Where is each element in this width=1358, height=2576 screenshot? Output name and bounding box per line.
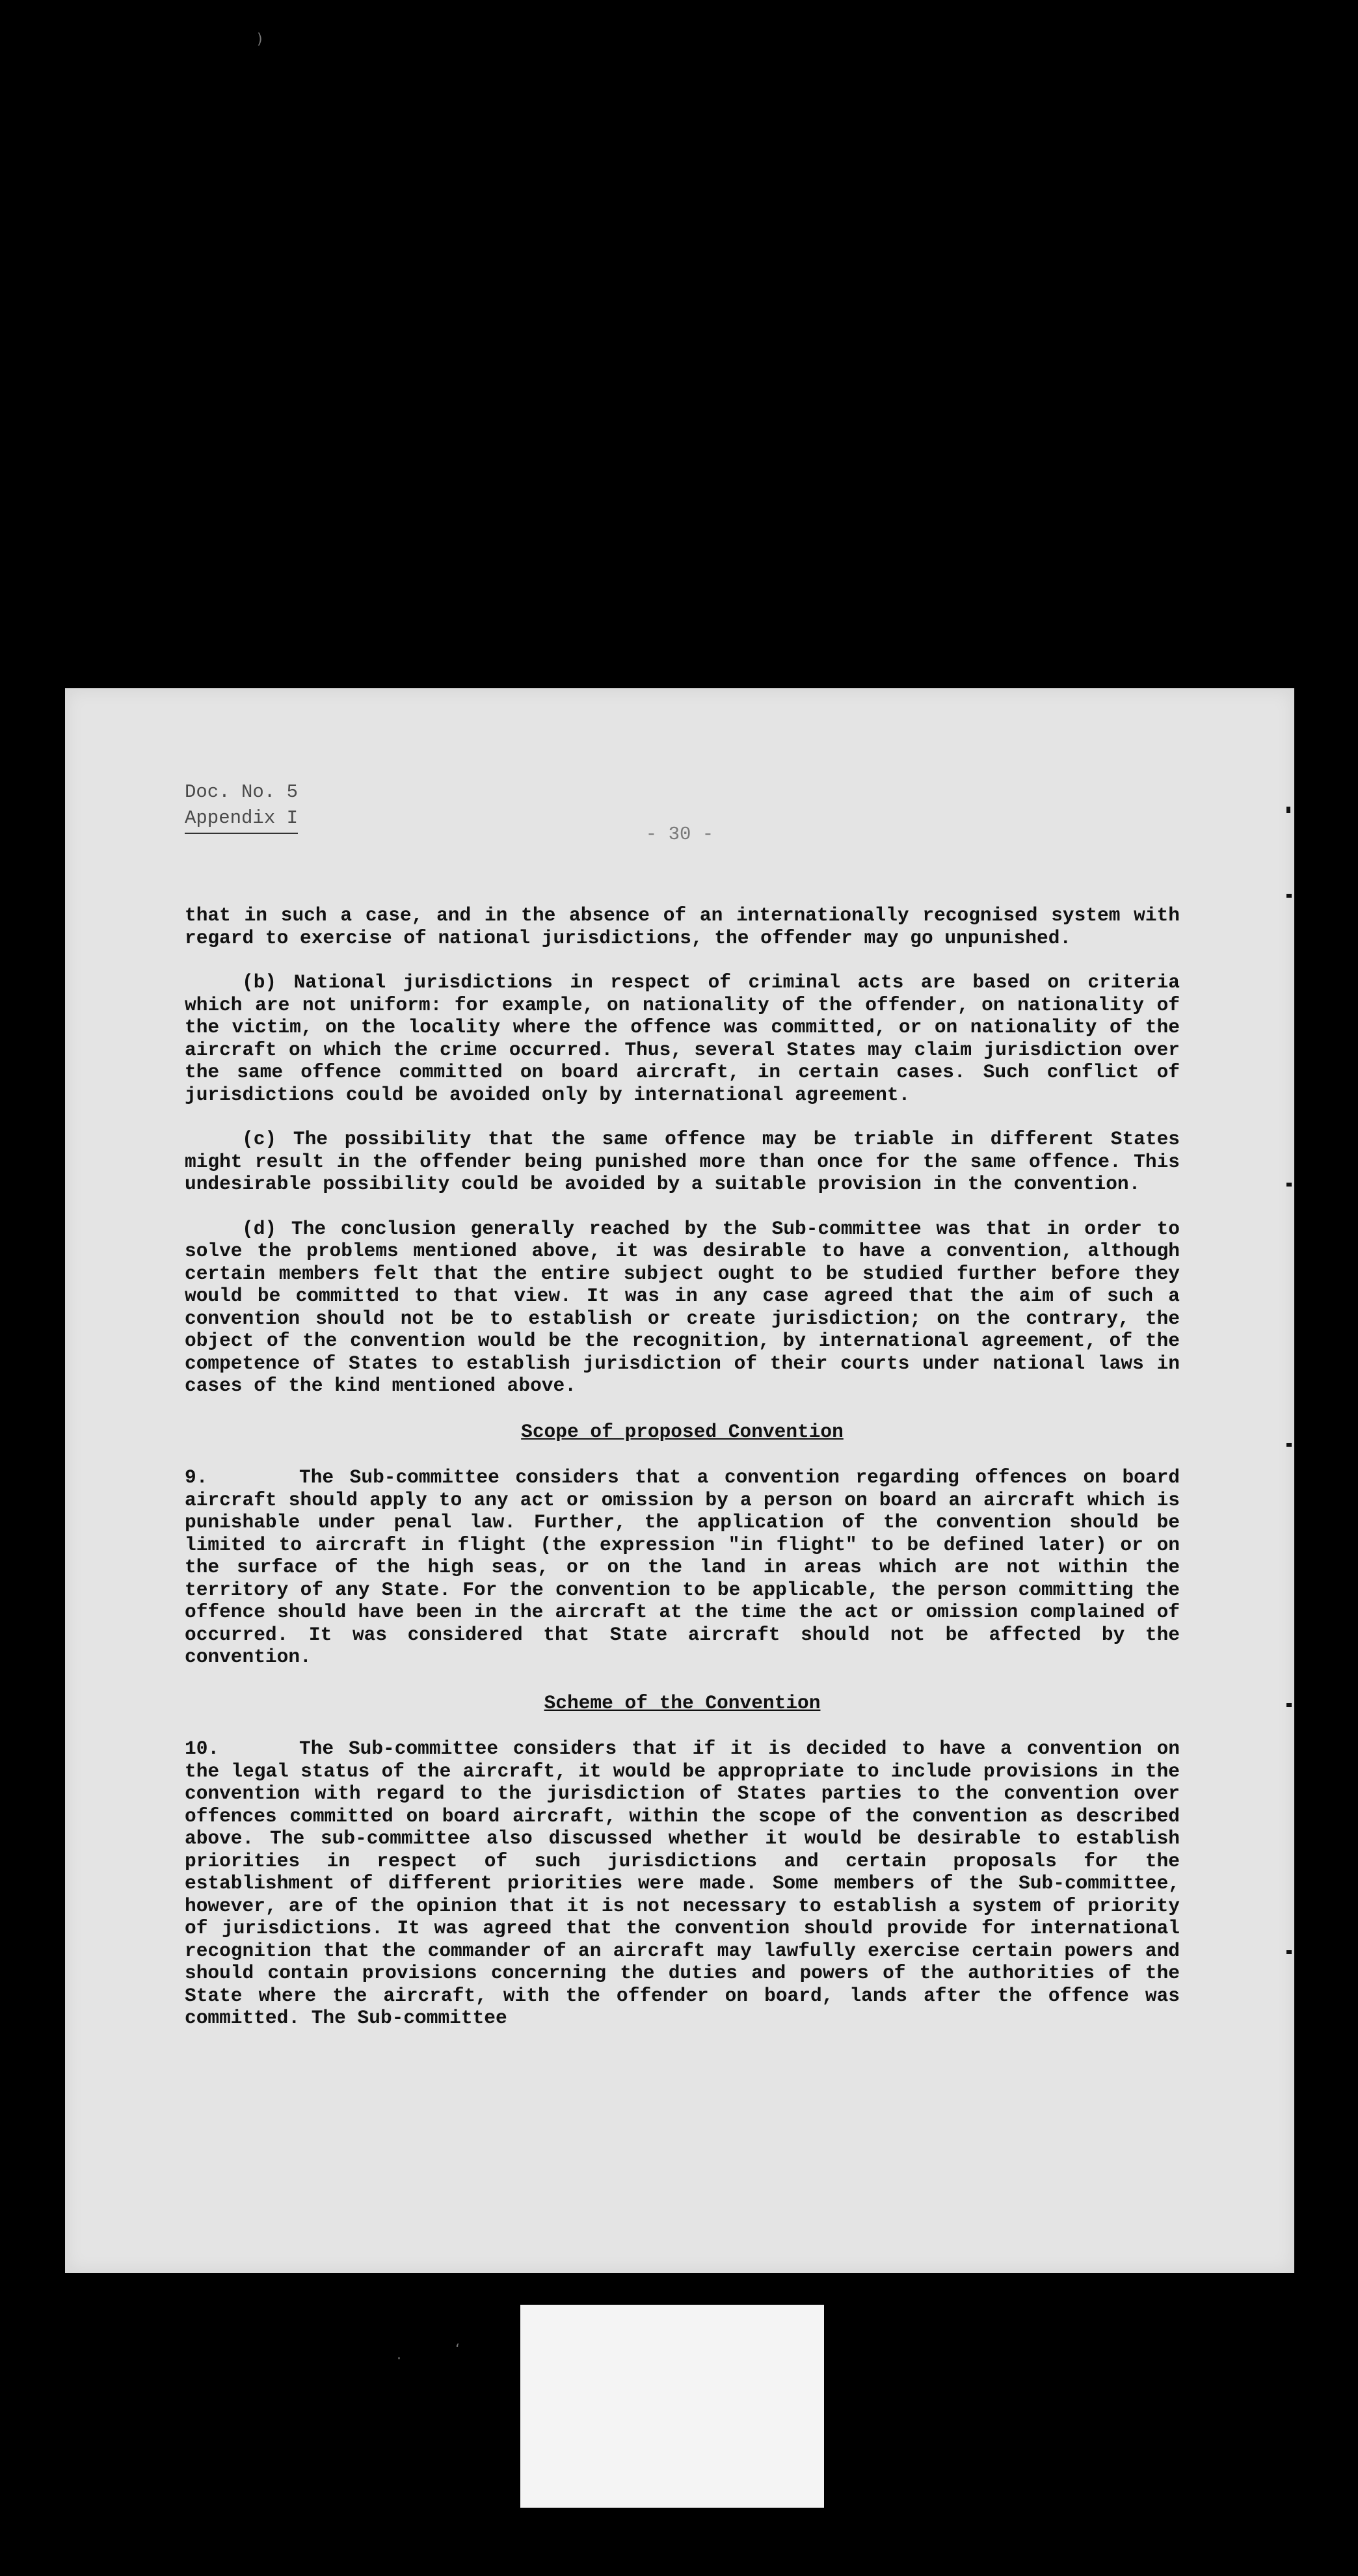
edge-mark xyxy=(1286,1950,1292,1954)
paper-slip xyxy=(520,2305,824,2508)
appendix-label: Appendix I xyxy=(185,805,298,834)
edge-mark xyxy=(1286,1443,1292,1447)
film-speck: · xyxy=(397,2351,401,2367)
paragraph-c: (c) The possibility that the same offence may be triable in different States might result in the offender being punished more than once for the same offence. This undesirable possibility could be avoided by a suitable provision in the convention. xyxy=(185,1128,1180,1195)
document-body xyxy=(185,904,1180,2052)
film-speck: ‘ xyxy=(455,2342,460,2358)
paragraph-number: 9. xyxy=(185,1466,208,1488)
page-number: - 30 - xyxy=(645,824,714,845)
film-speck: ) xyxy=(257,31,263,47)
edge-mark xyxy=(1286,807,1290,813)
paragraph-text: The Sub-committee considers that if it is decided to have a convention on the legal status of the aircraft, it would be appropriate to include provisions in the convention with regard to the jurisdiction of States parties to the convention over offences committed on board aircraft, within the scope of the convention as described above. The sub-committee also discussed whether it would be desirable to establish priorities in respect of such jurisdictions and certain proposals for the establishment of different priorities were made. Some members of the Sub-committee, however, are of the opinion that it is not necessary to establish a system of priority of jurisdictions. It was agreed that the convention should provide for international recognition that the commander of an aircraft may lawfully exercise certain powers and should contain provisions concerning the duties and powers of the authorities of the State where the aircraft, with the offender on board, lands after the offence was committed. The Sub-committee xyxy=(185,1737,1180,2029)
paragraph-b: (b) National jurisdictions in respect of criminal acts are based on criteria which are not uniform: for example, on nationality of the offender, on nationality of the victim, on the locality where the offence was committed, or on nationality of the aircraft on which the crime occurred. Thus, several States may claim jurisdiction over the same offence committed on board aircraft, in certain cases. Such conflict of jurisdictions could be avoided only by international agreement. xyxy=(185,971,1180,1106)
edge-mark xyxy=(1286,1183,1292,1187)
paragraph-9 xyxy=(185,1466,1180,1669)
paragraph-text: The Sub-committee considers that a convention regarding offences on board aircraft should apply to any act or omission by a person on board an aircraft which is punishable under penal law. Further, the application of the convention should be limited to aircraft in flight (the expression "in flight" to be defined later) or on the surface of the high seas, or on the land in areas which are not within the territory of any State. For the convention to be applicable, the person committing the offence should have been in the aircraft at the time the act or omission complained of occurred. It was considered that State aircraft should not be affected by the convention. xyxy=(185,1466,1180,1668)
edge-mark xyxy=(1286,1703,1292,1707)
document-page xyxy=(65,688,1294,2273)
doc-number: Doc. No. 5 xyxy=(185,781,299,803)
paragraph-continuation: that in such a case, and in the absence of an internationally recognised system with regard to exercise of national jurisdictions, the offender may go unpunished. xyxy=(185,904,1180,949)
section-heading-scheme: Scheme of the Convention xyxy=(544,1691,821,1714)
paragraph-10 xyxy=(185,1737,1180,2030)
paragraph-number: 10. xyxy=(185,1737,220,1760)
edge-mark xyxy=(1286,894,1292,898)
paragraph-d: (d) The conclusion generally reached by the Sub-committee was that in order to solve the problems mentioned above, it was desirable to have a convention, although certain members felt that the entire subject ought to be studied further before they would be committed to that view. It was in any case agreed that the aim of such a convention should not be to establish or create jurisdiction; on the contrary, the object of the convention would be the recognition, by international agreement, of the competence of States to establish jurisdiction of their courts under national laws in cases of the kind mentioned above. xyxy=(185,1217,1180,1397)
section-heading-scope: Scope of proposed Convention xyxy=(521,1420,844,1443)
